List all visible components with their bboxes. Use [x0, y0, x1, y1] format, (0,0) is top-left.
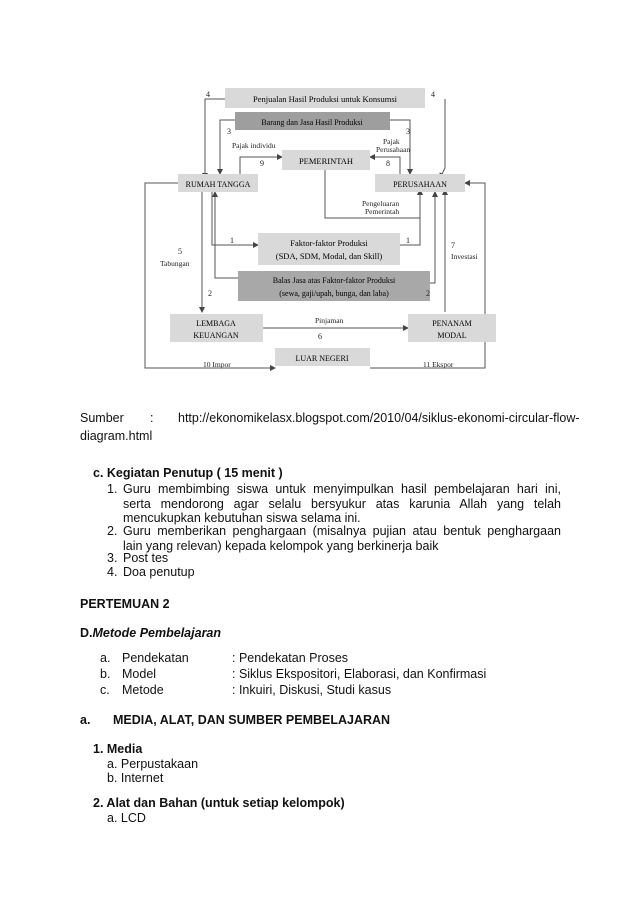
label-pinjaman: Pinjaman — [315, 316, 344, 325]
source-colon: : — [150, 411, 154, 425]
method-row-3-value: : Inkuiri, Diskusi, Studi kasus — [232, 683, 392, 697]
closing-item-1-text: Guru membimbing siswa untuk menyimpulkan hasil pembelajaran hari ini, serta mendorong agar selalu bersyukur atas karunia Allah yang telah mencukupkan kebutuhan siswa selama ini. — [123, 482, 561, 525]
num-2-right: 2 — [426, 289, 430, 298]
box-balas-l2: (sewa, gaji/upah, bunga, dan laba) — [279, 289, 389, 298]
method-row-3-letter: c. — [100, 683, 110, 697]
box-balas-l1: Balas Jasa atas Faktor-faktor Produksi — [272, 276, 396, 285]
box-luar-negeri: LUAR NEGERI — [295, 354, 349, 363]
num-6: 6 — [318, 332, 322, 341]
source-url-part2[interactable]: diagram.html — [80, 429, 153, 443]
closing-item-2-num: 2. — [107, 524, 118, 538]
closing-item-1-num: 1. — [107, 482, 118, 496]
label-pajak-perusahaan-l1: Pajak — [383, 137, 400, 146]
box-penjualan: Penjualan Hasil Produksi untuk Konsumsi — [252, 94, 398, 104]
arrow-2-right — [430, 192, 435, 283]
method-row-3-name: Metode — [122, 683, 164, 697]
num-3-right: 3 — [406, 127, 410, 136]
source-label: Sumber — [80, 411, 124, 425]
num-3-left: 3 — [227, 127, 231, 136]
media-heading: MEDIA, ALAT, DAN SUMBER PEMBELAJARAN — [113, 713, 391, 727]
num-8: 8 — [386, 159, 390, 168]
num-2-left: 2 — [208, 289, 212, 298]
method-row-2-letter: b. — [100, 667, 111, 681]
num-4-left: 4 — [206, 90, 210, 99]
box-lembaga-l2: KEUANGAN — [193, 331, 239, 340]
num-1-left: 1 — [230, 236, 234, 245]
box-penanam-l2: MODAL — [437, 331, 467, 340]
arrow-8 — [370, 157, 400, 174]
media-sub1: 1. Media — [93, 742, 143, 756]
box-perusahaan: PERUSAHAAN — [393, 180, 447, 189]
box-lembaga-l1: LEMBAGA — [196, 319, 236, 328]
media-heading-letter: a. — [80, 713, 91, 727]
media-sub1-item-2: b. Internet — [107, 771, 164, 785]
label-impor: 10 Impor — [203, 360, 231, 369]
label-pajak-individu: Pajak individu — [232, 141, 276, 150]
label-pengeluaran-l2: Pemerintah — [365, 207, 400, 216]
circular-flow-diagram — [100, 78, 510, 378]
closing-item-3-num: 3. — [107, 551, 118, 565]
label-tabungan: Tabungan — [160, 259, 190, 268]
closing-heading: c. Kegiatan Penutup ( 15 menit ) — [93, 466, 283, 480]
meeting-heading: PERTEMUAN 2 — [80, 597, 170, 611]
media-sub1-item-1: a. Perpustakaan — [107, 757, 199, 771]
media-sub2: 2. Alat dan Bahan (untuk setiap kelompok) — [93, 796, 345, 810]
label-investasi: Investasi — [451, 252, 478, 261]
methods-heading-prefix: D. — [80, 626, 93, 640]
num-5: 5 — [178, 247, 182, 256]
arrow-4-right — [440, 99, 445, 178]
box-barang-jasa: Barang dan Jasa Hasil Produksi — [261, 118, 363, 127]
label-ekspor: 11 Ekspor — [423, 360, 454, 369]
closing-item-2-text: Guru memberikan penghargaan (misalnya pujian atau bentuk penghargaan lain yang relevan) kepada kelompok yang berkinerja baik — [123, 524, 561, 553]
methods-heading — [80, 626, 221, 641]
methods-heading-text: Metode Pembelajaran — [92, 626, 222, 640]
num-4-right: 4 — [431, 90, 435, 99]
closing-item-4-text: Doa penutup — [123, 565, 195, 579]
source-url-part1[interactable]: http://ekonomikelasx.blogspot.com/2010/04/siklus-ekonomi-circular-flow- — [178, 411, 580, 425]
box-rumah-tangga: RUMAH TANGGA — [185, 180, 251, 189]
box-pemerintah: PEMERINTAH — [298, 156, 354, 166]
num-1-right: 1 — [406, 236, 410, 245]
arrow-4-left — [205, 99, 225, 178]
method-row-1-name: Pendekatan — [122, 651, 189, 665]
closing-item-3-text: Post tes — [123, 551, 169, 565]
num-7: 7 — [451, 241, 455, 250]
media-sub2-item-1: a. LCD — [107, 811, 146, 825]
box-faktor-l2: (SDA, SDM, Modal, dan Skill) — [275, 251, 383, 261]
method-row-1-value: : Pendekatan Proses — [232, 651, 349, 665]
num-9: 9 — [260, 159, 264, 168]
arrow-1-left — [212, 190, 258, 245]
arrow-2-left — [215, 192, 238, 278]
label-pajak-perusahaan-l2: Perusahaan — [376, 145, 411, 154]
label-pengeluaran-l1: Pengeluaran — [362, 199, 400, 208]
method-row-2-name: Model — [122, 667, 157, 681]
method-row-2-value: : Siklus Ekspositori, Elaborasi, dan Konfirmasi — [232, 667, 487, 681]
method-row-1-letter: a. — [100, 651, 111, 665]
box-penanam-l1: PENANAM — [432, 319, 472, 328]
box-faktor-l1: Faktor-faktor Produksi — [290, 238, 368, 248]
closing-item-4-num: 4. — [107, 565, 118, 579]
